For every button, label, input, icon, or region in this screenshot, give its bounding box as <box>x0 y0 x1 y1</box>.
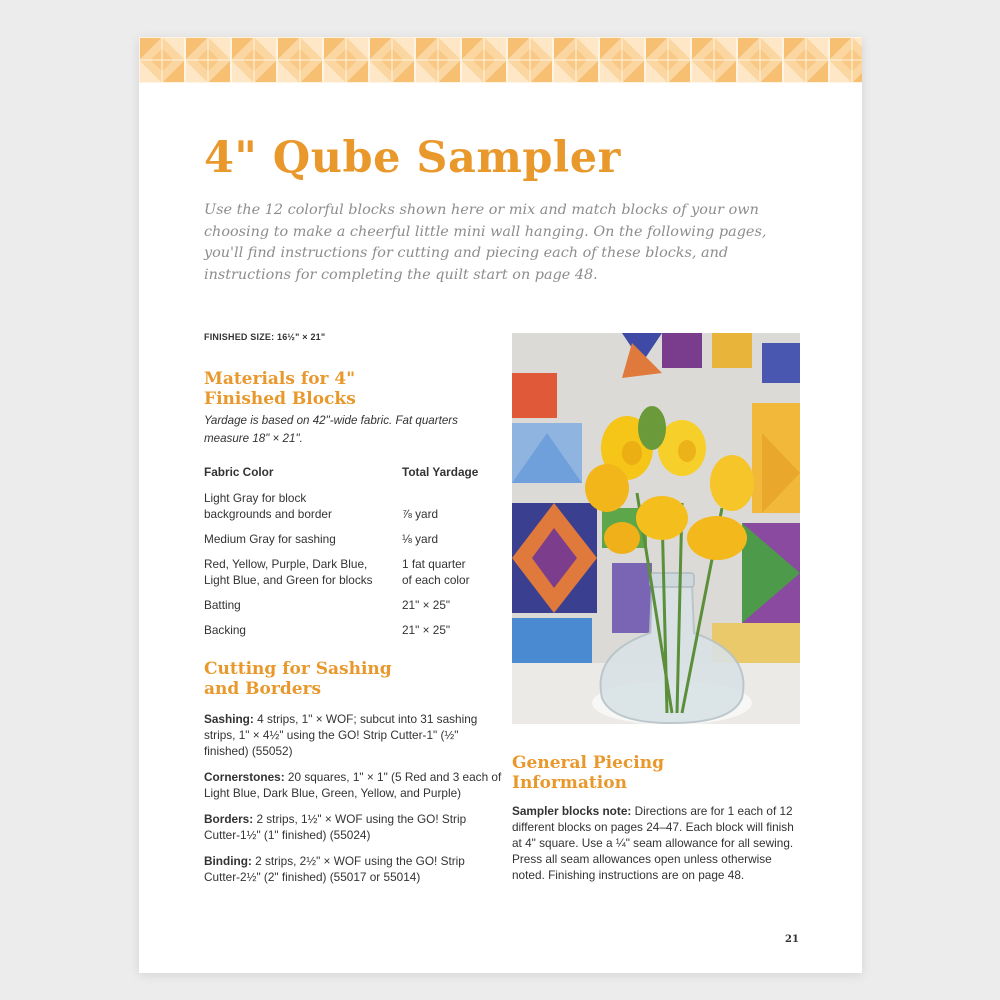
fabric-color-cell: Light Gray for block backgrounds and border <box>204 491 332 521</box>
yardage-cell: 1 fat quarter of each color <box>402 557 470 587</box>
yardage-cell: 21" × 25" <box>402 598 451 612</box>
col-fabric-color: Fabric Color <box>204 465 274 479</box>
table-row <box>204 556 494 588</box>
general-piecing-section <box>512 753 802 893</box>
table-row <box>204 531 494 547</box>
binding-instructions: Binding: 2 strips, 2½" × WOF using the GO! Strip Cutter-2½" (2" finished) (55017 or 55014) <box>204 854 465 884</box>
fabric-color-cell: Medium Gray for sashing <box>204 532 336 546</box>
general-heading-line1: General Piecing <box>512 753 664 773</box>
materials-section <box>204 369 494 647</box>
yellow-flowers-in-glass-vase-photo <box>512 333 800 724</box>
fabric-color-cell: Batting <box>204 598 241 612</box>
general-heading <box>512 753 802 793</box>
general-heading-line2: Information <box>512 773 627 793</box>
yardage-cell: ⅞ yard <box>402 507 439 521</box>
yardage-note-line2: measure 18" × 21". <box>204 432 303 445</box>
cutting-heading-line2: and Borders <box>204 679 322 699</box>
cutting-heading-line1: Cutting for Sashing <box>204 659 392 679</box>
table-row <box>204 490 494 522</box>
yardage-table-header <box>204 464 494 480</box>
page-number: 21 <box>785 934 799 945</box>
materials-heading-line1: Materials for 4" <box>204 369 356 389</box>
intro-paragraph: Use the 12 colorful blocks shown here or mix and match blocks of your own choosing to make a cheerful little mini wall hanging. On the following pages, you'll find instructions for cutting and piecing each of these blocks, and instructions for completing the quilt start on page 48. <box>204 202 767 283</box>
quilt-pattern-banner <box>139 37 862 83</box>
fabric-color-cell: Red, Yellow, Purple, Dark Blue, Light Blue, and Green for blocks <box>204 557 373 587</box>
cornerstones-instructions: Cornerstones: 20 squares, 1" × 1" (5 Red and 3 each of Light Blue, Dark Blue, Green, Yellow, and Purple) <box>204 770 502 800</box>
fabric-color-cell: Backing <box>204 623 246 637</box>
sashing-instructions: Sashing: 4 strips, 1" × WOF; subcut into 31 sashing strips, 1" × 4½" using the GO! Strip Cutter-1" (½" finished) (55052) <box>204 712 478 758</box>
materials-heading <box>204 369 494 409</box>
yardage-note <box>204 412 494 448</box>
yardage-note-line1: Yardage is based on 42"-wide fabric. Fat quarters <box>204 414 458 427</box>
yardage-cell: ⅛ yard <box>402 532 439 546</box>
yardage-table <box>204 464 494 638</box>
cutting-section <box>204 659 504 895</box>
table-row <box>204 597 494 613</box>
page-title: 4" Qube Sampler <box>204 133 621 183</box>
document-page <box>139 37 862 973</box>
sampler-blocks-note: Sampler blocks note: Directions are for 1 each of 12 different blocks on pages 24–47. Each block will finish at 4" square. Use a ¼" seam allowance for all sewing. Press all seam allowances open unless otherwise noted. Finishing instructions are on page 48. <box>512 804 794 882</box>
borders-instructions: Borders: 2 strips, 1½" × WOF using the GO! Strip Cutter-1½" (1" finished) (55024) <box>204 812 467 842</box>
materials-heading-line2: Finished Blocks <box>204 389 356 409</box>
cutting-heading <box>204 659 504 699</box>
yardage-cell: 21" × 25" <box>402 623 451 637</box>
table-row <box>204 622 494 638</box>
col-total-yardage: Total Yardage <box>402 465 479 479</box>
finished-size: FINISHED SIZE: 16½" × 21" <box>204 332 326 342</box>
